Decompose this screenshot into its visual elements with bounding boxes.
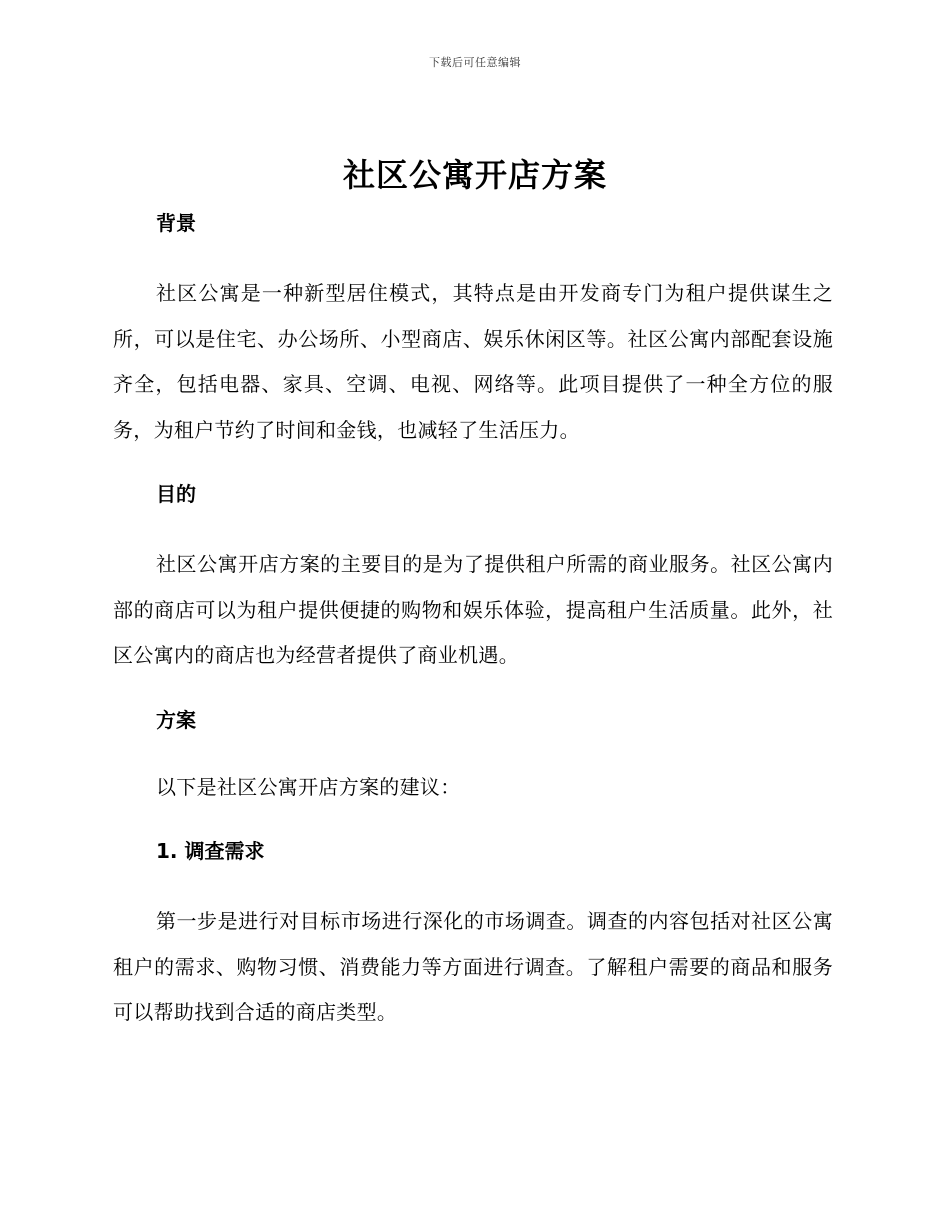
document-title: 社区公寓开店方案 — [342, 156, 607, 194]
section-heading-plan: 方案 — [156, 707, 196, 732]
section-heading-background: 背景 — [156, 211, 196, 235]
section-paragraph-plan: 以下是社区公寓开店方案的建议： — [156, 774, 461, 799]
header-note: 下载后可任意编辑 — [429, 56, 521, 69]
section-heading-purpose: 目的 — [156, 482, 196, 506]
document-body — [113, 208, 833, 1036]
section-paragraph-survey: 第一步是进行对目标市场进行深化的市场调查。调查的内容包括对社区公寓租户的需求、购物习惯、消费能力等方面进行调查。了解租户需要的商品和服务可以帮助找到合适的商店类型。 — [113, 909, 833, 1024]
section-paragraph-background: 社区公寓是一种新型居住模式，其特点是由开发商专门为租户提供谋生之所，可以是住宅、办公场所、小型商店、娱乐休闲区等。社区公寓内部配套设施齐全，包括电器、家具、空调、电视、网络等。此项目提供了一种全方位的服务，为租户节约了时间和金钱，也减轻了生活压力。 — [113, 281, 833, 442]
section-heading-survey: 1. 调查需求 — [156, 839, 265, 863]
section-paragraph-purpose: 社区公寓开店方案的主要目的是为了提供租户所需的商业服务。社区公寓内部的商店可以为租户提供便捷的购物和娱乐体验，提高租户生活质量。此外，社区公寓内的商店也为经营者提供了商业机遇。 — [113, 552, 833, 667]
